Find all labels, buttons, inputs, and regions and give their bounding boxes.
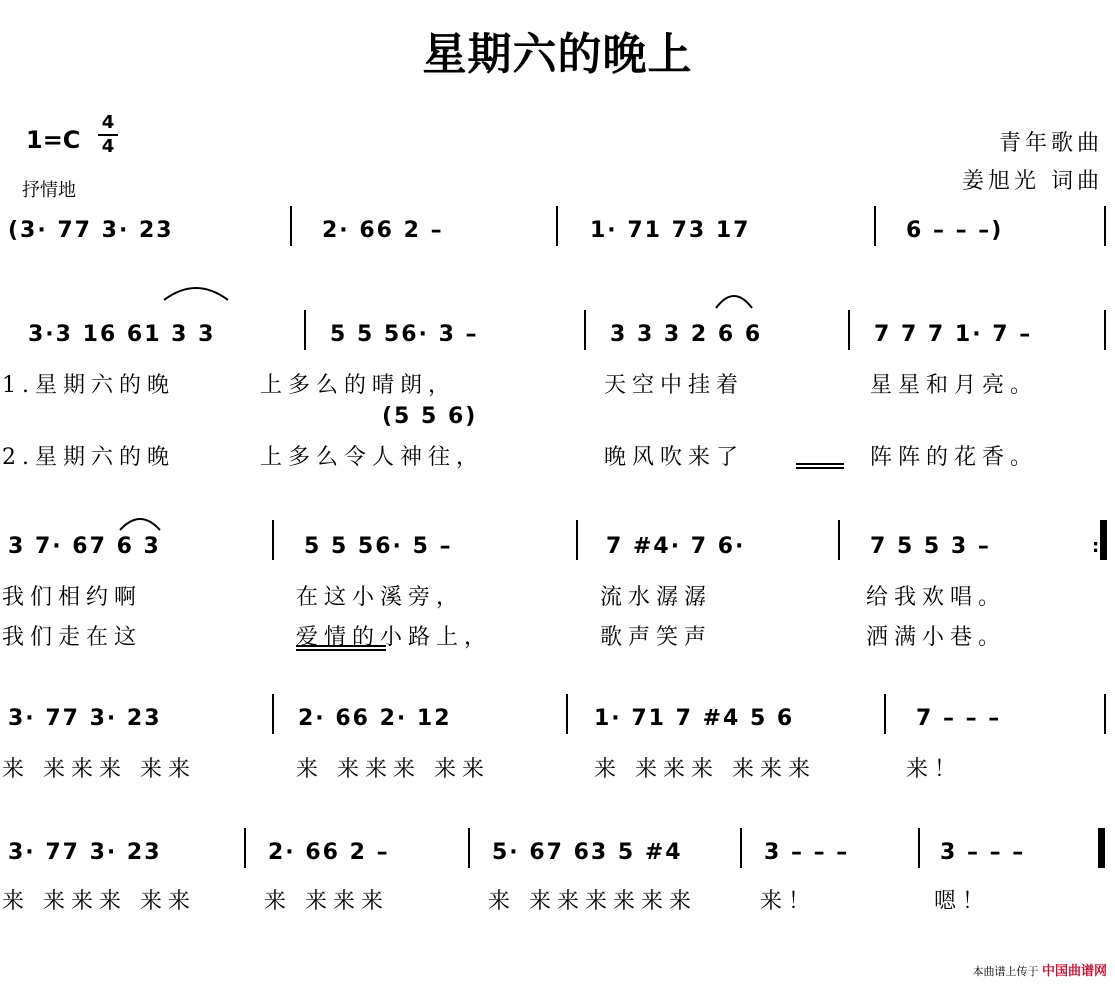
measure-r5-m5: 3 – – –: [940, 840, 1026, 865]
measure-r3-m4: 7 5 5 3 –: [870, 534, 991, 559]
lyric-v2-r2-m1: 2.星期六的晚: [2, 445, 175, 470]
measure-r2-m4: 7 7 7 1· 7 –: [874, 322, 1033, 347]
lyric-v2-r2-m4: 阵阵的花香。: [870, 445, 1039, 470]
measure-r4-m1: 3· 77 3· 23: [8, 706, 162, 731]
alternate-notes: (5 5 6): [382, 404, 478, 429]
lyric-v2-r3-m4: 洒满小巷。: [866, 625, 1007, 650]
footer-prefix: 本曲谱上传于: [972, 965, 1039, 978]
credit-line-1: 青年歌曲: [998, 131, 1103, 156]
key-signature: 1=C: [26, 126, 81, 154]
footer-credit: [972, 960, 1107, 979]
lyric-r4-m3: 来 来来来 来来来: [594, 757, 816, 782]
lyric-r5-m3: 来 来来来来来来: [488, 889, 697, 914]
measure-r5-m3: 5· 67 63 5 #4: [492, 840, 683, 865]
lyric-v1-r3-m4: 给我欢唱。: [866, 585, 1007, 610]
slur-mark: [164, 288, 228, 300]
lyric-v1-r2-m3: 天空中挂着: [604, 373, 745, 398]
lyric-v2-r3-m2: 爱情的小路上，: [296, 625, 493, 650]
measure-r4-m3: 1· 71 7 #4 5 6: [594, 706, 795, 731]
measure-r1-m4: 6 – – –): [906, 218, 1004, 243]
lyric-v1-r2-m2: 上多么的晴朗，: [260, 373, 457, 398]
time-signature-bottom: 4: [101, 136, 115, 157]
measure-r1-m3: 1· 71 73 17: [590, 218, 751, 243]
lyric-r5-m1: 来 来来来 来来: [2, 889, 196, 914]
measure-r3-m1: 3 7· 67 6 3: [8, 534, 161, 559]
lyric-r5-m4: 来！: [760, 889, 817, 914]
slur-mark: [716, 296, 752, 308]
lyric-v2-r3-m3: 歌声笑声: [600, 625, 713, 650]
credit-line-2: 姜旭光 词曲: [962, 169, 1103, 194]
tempo-mark: 抒情地: [22, 180, 76, 201]
lyric-r4-m4: 来！: [906, 757, 963, 782]
lyric-r5-m2: 来 来来来: [264, 889, 389, 914]
measure-r1-m1: (3· 77 3· 23: [8, 218, 174, 243]
lyric-v2-r2-m2: 上多么令人神往，: [260, 445, 485, 470]
repeat-dots: :: [1092, 536, 1100, 557]
measure-r1-m2: 2· 66 2 –: [322, 218, 444, 243]
measure-r2-m1: 3·3 16 61 3 3: [28, 322, 216, 347]
measure-r2-m2: 5 5 56· 3 –: [330, 322, 479, 347]
lyric-v2-r3-m1: 我们走在这: [2, 625, 143, 650]
time-signature-top: 4: [101, 112, 115, 133]
song-title: 星期六的晚上: [422, 29, 693, 80]
lyric-v1-r2-m4: 星星和月亮。: [870, 373, 1039, 398]
lyric-v1-r2-m1: 1.星期六的晚: [2, 373, 175, 398]
measure-r3-m2: 5 5 56· 5 –: [304, 534, 453, 559]
measure-r5-m1: 3· 77 3· 23: [8, 840, 162, 865]
footer-brand: 中国曲谱网: [1041, 964, 1107, 979]
lyric-r4-m1: 来 来来来 来来: [2, 757, 196, 782]
measure-r2-m3: 3 3 3 2 6 6: [610, 322, 763, 347]
lyric-r4-m2: 来 来来来 来来: [296, 757, 490, 782]
slur-mark: [120, 519, 160, 530]
lyric-r5-m5: 嗯！: [934, 889, 991, 914]
measure-r4-m4: 7 – – –: [916, 706, 1002, 731]
measure-r4-m2: 2· 66 2· 12: [298, 706, 452, 731]
lyric-v1-r3-m2: 在这小溪旁，: [296, 585, 465, 610]
lyric-v2-r2-m3: 晚风吹来了: [604, 445, 745, 470]
lyric-v1-r3-m1: 我们相约啊: [2, 585, 143, 610]
measure-r3-m3: 7 #4· 7 6·: [606, 534, 746, 559]
measure-r5-m4: 3 – – –: [764, 840, 850, 865]
lyric-v1-r3-m3: 流水潺潺: [600, 585, 713, 610]
measure-r5-m2: 2· 66 2 –: [268, 840, 390, 865]
